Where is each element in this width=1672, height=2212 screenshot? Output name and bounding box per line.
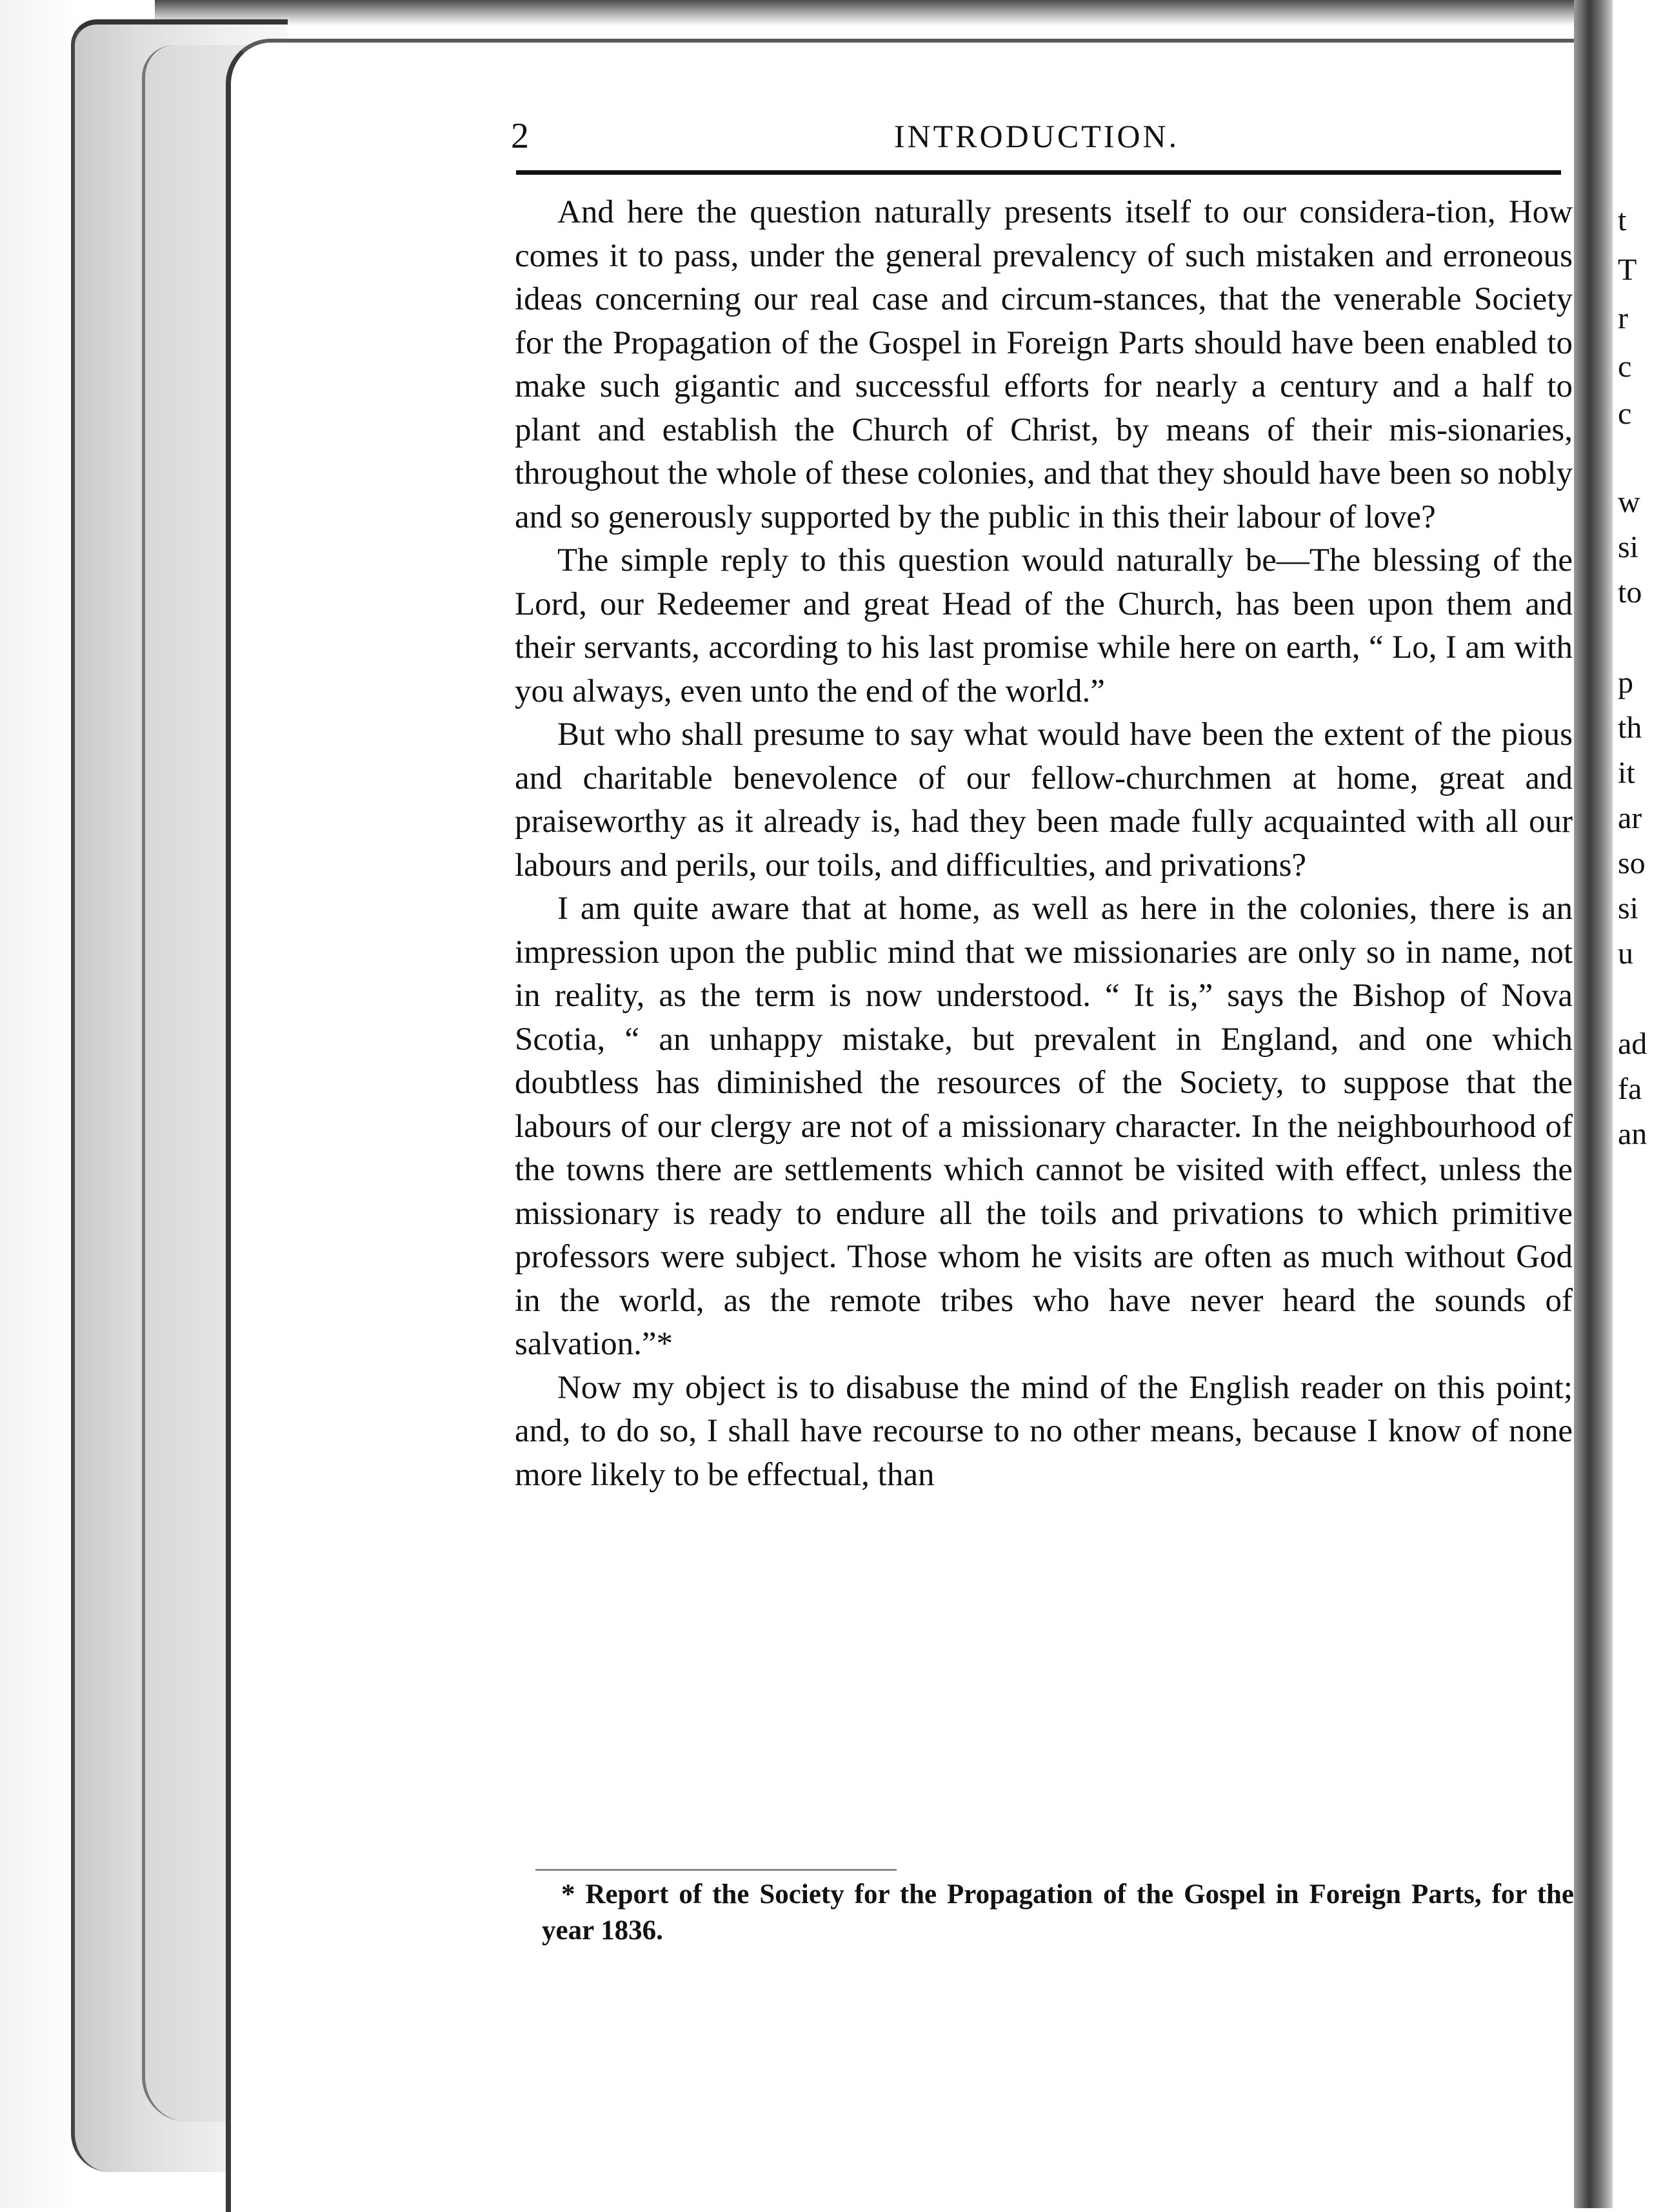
facing-page-fragment: c — [1618, 397, 1632, 431]
facing-page-fragment: th — [1618, 711, 1642, 745]
running-head-title: INTRODUCTION. — [893, 118, 1180, 154]
facing-page-fragment: so — [1618, 846, 1646, 880]
body-text — [515, 191, 1573, 1497]
header-rule — [516, 170, 1561, 175]
facing-page-edge — [1613, 0, 1672, 2208]
facing-page-fragment: fa — [1618, 1072, 1642, 1106]
facing-page-fragment: c — [1618, 350, 1632, 384]
left-edge-shadow — [0, 0, 77, 2208]
paragraph: I am quite aware that at home, as well as here in the colonies, there is an impression upon the public mind that we missionaries are only so in name, not in reality, as the term is now understood. “ It is,” says the Bishop of Nova Scotia, “ an unhappy mistake, but prevalent in England, and one which doubtless has diminished the resources of the Society, to suppose that the labours of our clergy are not of a missionary character. In the neighbourhood of the towns there are settlements which cannot be visited with effect, unless the missionary is ready to endure all the toils and privations to which primitive professors were subject. Those whom he visits are often as much without God in the world, as the remote tribes who have never heard the sounds of salvation.”* — [515, 891, 1573, 1362]
top-binding-shadow — [155, 0, 1600, 26]
facing-page-fragment: w — [1618, 485, 1640, 519]
footnote-rule — [535, 1869, 897, 1871]
footnote-text: * Report of the Society for the Propagation of the Gospel in Foreign Parts, for the year 1836. — [542, 1879, 1574, 1946]
facing-page-fragment: an — [1618, 1117, 1647, 1151]
facing-page-fragment: si — [1618, 891, 1639, 925]
book-gutter — [1574, 0, 1613, 2208]
paragraph: Now my object is to disabuse the mind of the English reader on this point; and, to do so, I shall have recourse to no other means, because I know of none more likely to be effectual, than — [515, 1369, 1573, 1493]
facing-page-fragment: to — [1618, 575, 1642, 609]
facing-page-fragment: si — [1618, 530, 1639, 564]
facing-page-fragment: r — [1618, 301, 1628, 335]
facing-page-fragment: u — [1618, 936, 1633, 971]
facing-page-fragment: ad — [1618, 1027, 1647, 1061]
paragraph: And here the question naturally presents itself to our considera-tion, How comes it to pass, under the general prevalency of such mistaken and erroneous ideas concerning our real case and circum-stances, that the venerable Society for the Propagation of the Gospel in Foreign Parts should have been enabled to make such gigantic and successful efforts for nearly a century and a half to plant and establish the Church of Christ, by means of their mis-sionaries, throughout the whole of these colonies, and that they should have been so nobly and so generously supported by the public in this their labour of love? — [515, 194, 1573, 535]
paragraph: The simple reply to this question would naturally be—The blessing of the Lord, our Redeemer and great Head of the Church, has been upon them and their servants, according to his last promise while here on earth, “ Lo, I am with you always, even unto the end of the world.” — [515, 542, 1573, 709]
facing-page-fragment: p — [1618, 666, 1633, 700]
facing-page-fragment: it — [1618, 756, 1635, 790]
page-number: 2 — [511, 116, 529, 156]
facing-page-fragment: T — [1618, 253, 1637, 287]
running-head — [511, 114, 1562, 159]
facing-page-fragment: t — [1618, 203, 1627, 237]
facing-page-fragment: ar — [1618, 801, 1642, 835]
paragraph: But who shall presume to say what would have been the extent of the pious and charitable benevolence of our fellow-churchmen at home, great and praiseworthy as it already is, had they been made fully acquainted with all our labours and perils, our toils, and difficulties, and privations? — [515, 716, 1573, 884]
footnote — [542, 1877, 1574, 1949]
